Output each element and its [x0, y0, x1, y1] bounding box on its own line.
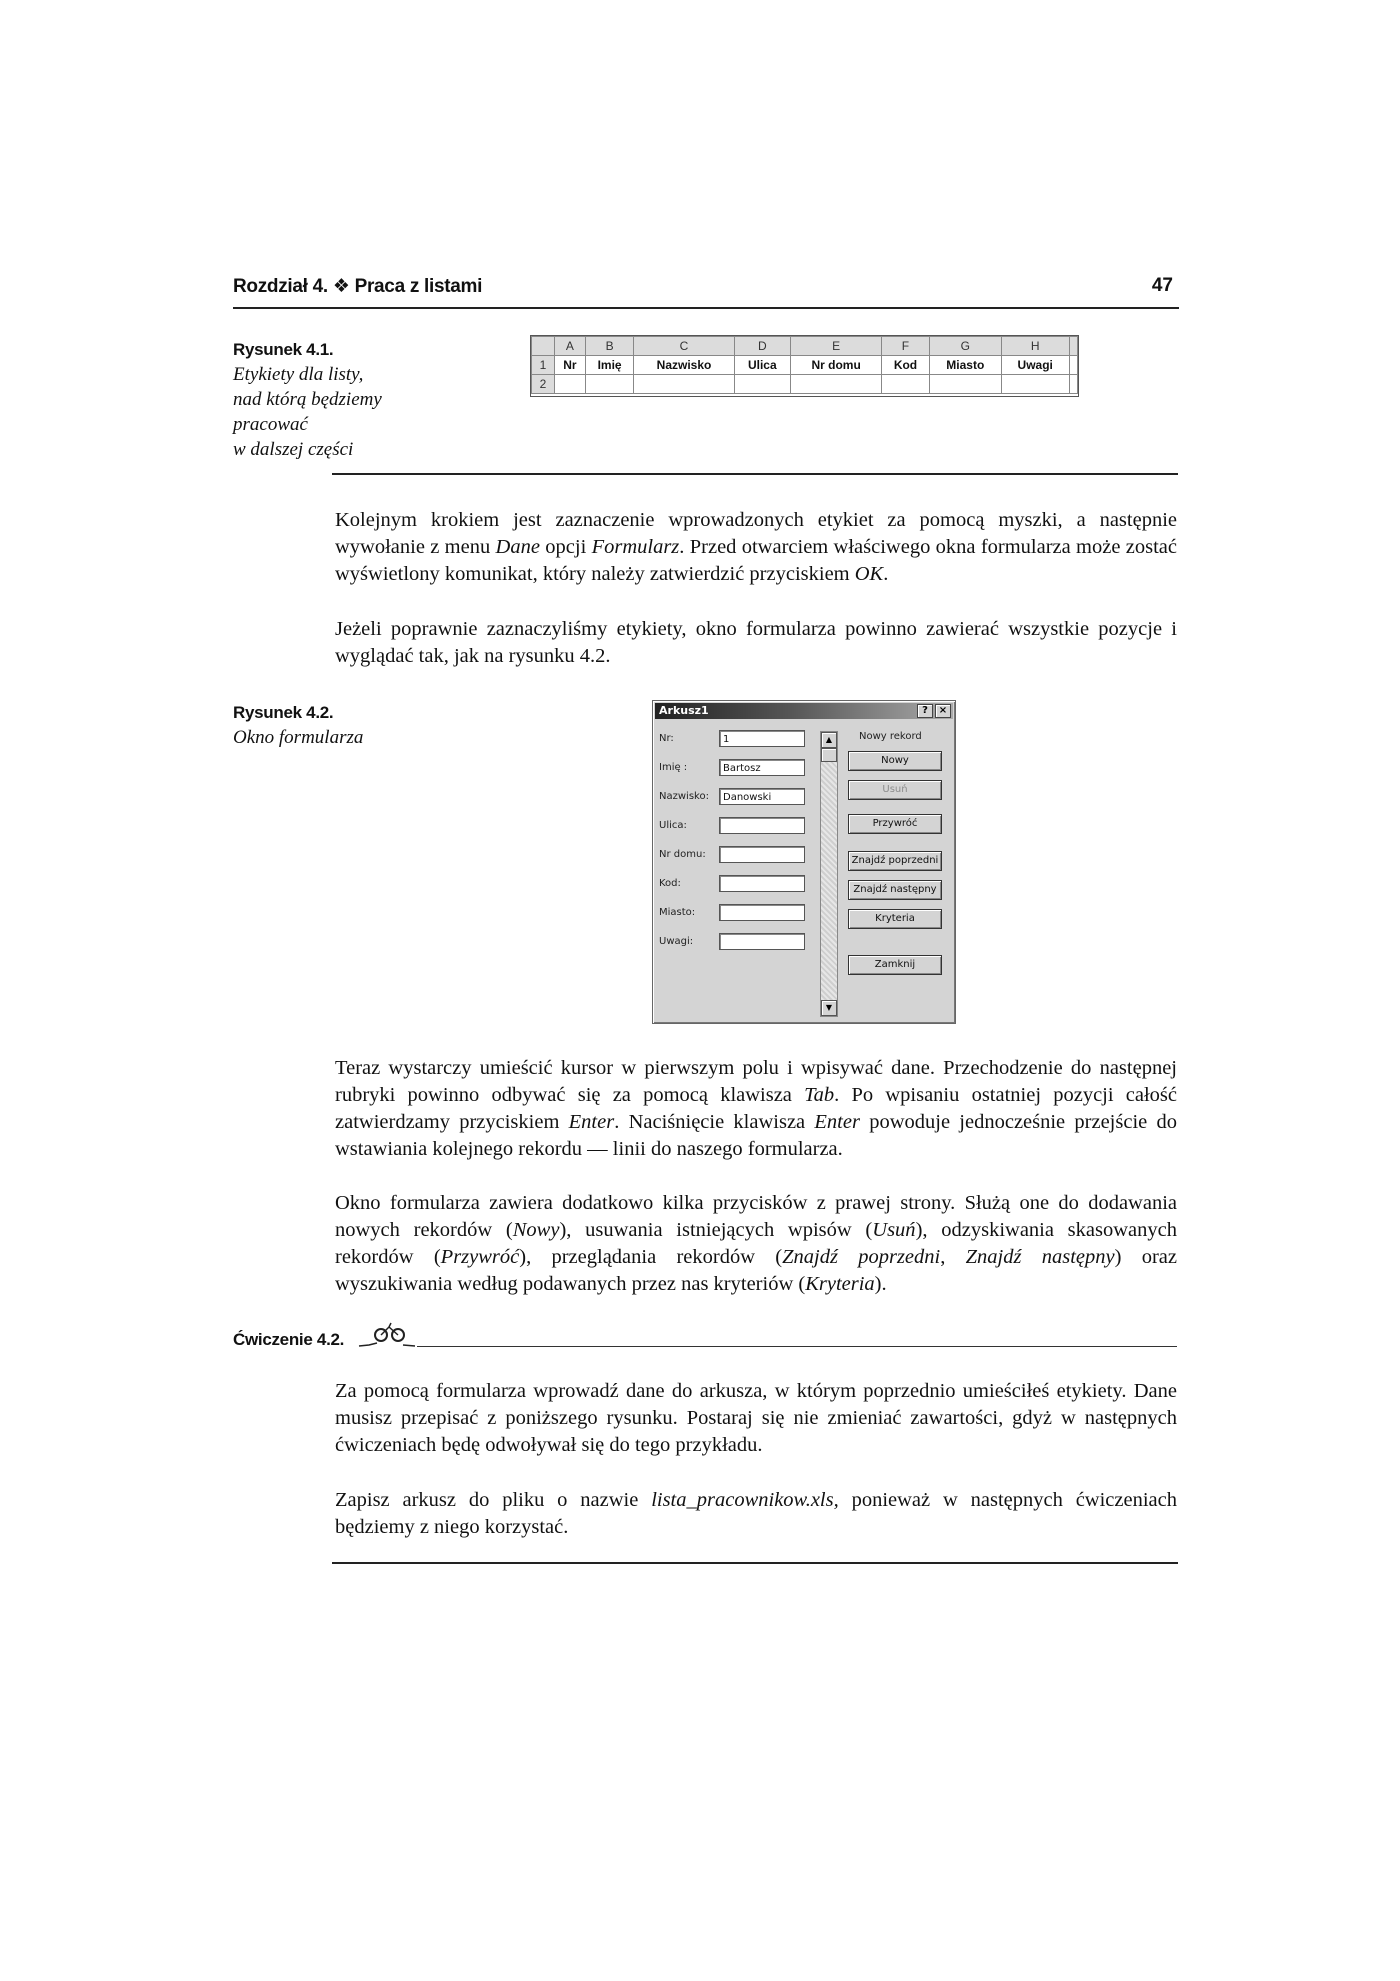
first-name-field[interactable]: Bartosz: [719, 759, 805, 776]
empty-cell: [929, 375, 1001, 394]
spreadsheet-grid: [531, 336, 1078, 394]
empty-cell: [1069, 356, 1077, 375]
label-cell: Nazwisko: [634, 356, 734, 375]
column-header: H: [1001, 337, 1069, 356]
sheet-row: [532, 356, 1078, 375]
column-header: E: [791, 337, 882, 356]
field-label: Kod:: [659, 878, 681, 889]
close-button[interactable]: Zamknij: [848, 955, 942, 975]
sheet-row: [532, 375, 1078, 394]
text-run: opcji: [539, 536, 592, 558]
empty-cell: [585, 375, 634, 394]
last-name-field[interactable]: Danowski: [719, 788, 805, 805]
text-run: Okno formularza zawiera dodatkowo kilka przycisków z prawej strony. Służą one do dodawania nowych rekordów (: [335, 1192, 1177, 1241]
button-name: Kryteria: [805, 1273, 875, 1295]
column-header: C: [634, 337, 734, 356]
new-button[interactable]: Nowy: [848, 751, 942, 771]
text-run: Teraz wystarczy umieścić kursor w pierwszym polu i wpisywać dane. Przechodzenie do następnej rubryki powinno odbywać się za pomocą klawisza: [335, 1057, 1177, 1106]
figure-2-label: Rysunek 4.2.: [233, 703, 334, 722]
find-previous-button[interactable]: Znajdź poprzedni: [848, 851, 942, 871]
figure-1-caption: [233, 337, 382, 462]
field-label: Nr:: [659, 733, 674, 744]
key-name: Enter: [814, 1111, 860, 1133]
field-label: Miasto:: [659, 907, 696, 918]
menu-name: Dane: [495, 536, 540, 558]
street-field[interactable]: [719, 817, 805, 834]
figure-1-label: Rysunek 4.1.: [233, 340, 334, 359]
house-number-field[interactable]: [719, 846, 805, 863]
corner-cell: [532, 337, 555, 356]
title-bar-buttons: [917, 704, 951, 718]
label-cell: Ulica: [734, 356, 791, 375]
scroll-thumb[interactable]: [821, 748, 837, 762]
notes-field[interactable]: [719, 933, 805, 950]
field-label: Nr domu:: [659, 849, 706, 860]
text-run: powoduje jednocześnie przejście do wstawiania kolejnego rekordu — linii do naszego formularza.: [335, 1111, 1177, 1160]
scroll-up-icon[interactable]: ▲: [821, 732, 837, 748]
exercise-label: Ćwiczenie 4.2.: [233, 1330, 345, 1349]
city-field[interactable]: [719, 904, 805, 921]
record-scrollbar[interactable]: [820, 731, 838, 1017]
button-name: Przywróć: [440, 1246, 520, 1268]
figure-2-caption: [233, 700, 363, 750]
column-header-empty: [1069, 337, 1077, 356]
figure-rule: [332, 473, 1178, 475]
empty-cell: [555, 375, 586, 394]
empty-cell: [734, 375, 791, 394]
figure-2-caption-text: Okno formularza: [233, 727, 364, 748]
bicycle-icon: [357, 1321, 417, 1349]
text-run: ).: [874, 1273, 887, 1295]
column-header: B: [585, 337, 634, 356]
page-number: 47: [1151, 275, 1173, 296]
field-label: Imię :: [659, 762, 688, 773]
label-cell: Nr: [555, 356, 586, 375]
delete-button[interactable]: Usuń: [848, 780, 942, 800]
empty-cell: [1001, 375, 1069, 394]
empty-cell: [791, 375, 882, 394]
dialog-title-bar: [655, 703, 953, 719]
column-header: F: [882, 337, 930, 356]
button-name: Znajdź poprzedni: [782, 1246, 941, 1268]
text-run: . Naciśnięcie klawisza: [614, 1111, 815, 1133]
close-icon[interactable]: ×: [935, 704, 951, 718]
row-number: 2: [532, 375, 555, 394]
paragraph: [335, 507, 1177, 588]
button-name: Usuń: [872, 1219, 916, 1241]
button-name: OK: [854, 563, 884, 585]
text-run: ), odzyskiwania skasowanych rekordów (: [335, 1219, 1177, 1268]
paragraph: [335, 1190, 1177, 1298]
exercise-end-rule: [332, 1562, 1178, 1564]
column-header: A: [555, 337, 586, 356]
find-next-button[interactable]: Znajdź następny: [848, 880, 942, 900]
label-cell: Imię: [585, 356, 634, 375]
paragraph: Za pomocą formularza wprowadź dane do arkusza, w którym poprzednio umieściłeś etykiety. Dane musisz przepisać z poniższego rysunku. Postaraj się nie zmieniać zawartości, gdyż w następnych ćwiczeniach będę odwoływał się do tego przykładu.: [335, 1380, 1177, 1456]
chapter-title: Rozdział 4. ❖ Praca z listami: [233, 276, 483, 297]
nr-field[interactable]: 1: [719, 730, 805, 747]
empty-cell: [1069, 375, 1077, 394]
column-header: D: [734, 337, 791, 356]
text-run: ) oraz wyszukiwania według podawanych przez nas kryteriów (: [335, 1246, 1178, 1295]
text-run: . Przed otwarciem właściwego okna formularza może zostać wyświetlony komunikat, który należy zatwierdzić przyciskiem: [335, 536, 1177, 585]
row-number: 1: [532, 356, 555, 375]
criteria-button[interactable]: Kryteria: [848, 909, 942, 929]
label-cell: Kod: [882, 356, 930, 375]
key-name: Tab: [804, 1084, 835, 1106]
restore-button[interactable]: Przywróć: [848, 814, 942, 834]
scroll-down-icon[interactable]: ▼: [821, 1000, 837, 1016]
spreadsheet-figure: [530, 335, 1079, 397]
field-label: Uwagi:: [659, 936, 694, 947]
help-button[interactable]: ?: [917, 704, 933, 718]
label-cell: Nr domu: [791, 356, 882, 375]
label-cell: Miasto: [929, 356, 1001, 375]
empty-cell: [634, 375, 734, 394]
field-label: Ulica:: [659, 820, 687, 831]
button-name: Znajdź następny: [965, 1246, 1115, 1268]
field-label: Nazwisko:: [659, 791, 709, 802]
text-run: .: [883, 563, 889, 585]
form-dialog: [652, 700, 956, 1024]
empty-cell: [882, 375, 930, 394]
text-run: ponieważ w następnych ćwiczeniach będziemy z niego korzystać.: [335, 1489, 1177, 1538]
file-name: lista_pracownikow.xls,: [651, 1489, 839, 1511]
dialog-title: Arkusz1: [659, 704, 709, 717]
figure-1-caption-line: pracować: [233, 414, 308, 435]
button-name: Nowy: [512, 1219, 560, 1241]
postal-code-field[interactable]: [719, 875, 805, 892]
paragraph: [335, 1487, 1177, 1541]
text-run: Kolejnym krokiem jest zaznaczenie wprowadzonych etykiet za pomocą myszki, a następnie wywołanie z menu: [335, 509, 1177, 558]
text-run: ,: [940, 1246, 966, 1268]
label-cell: Uwagi: [1001, 356, 1069, 375]
key-name: Enter: [568, 1111, 615, 1133]
figure-1-caption-line: Etykiety dla listy,: [233, 364, 364, 385]
running-header: [233, 275, 1179, 309]
option-name: Formularz: [591, 536, 680, 558]
text-run: ), przeglądania rekordów (: [519, 1246, 783, 1268]
text-run: Zapisz arkusz do pliku o nazwie: [335, 1489, 652, 1511]
paragraph: Jeżeli poprawnie zaznaczyliśmy etykiety, okno formularza powinno zawierać wszystkie pozycje i wyglądać tak, jak na rysunku 4.2.: [335, 618, 1177, 667]
record-status: Nowy rekord: [859, 731, 922, 742]
text-run: . Po wpisaniu ostatniej pozycji całość zatwierdzamy przyciskiem: [335, 1084, 1177, 1133]
column-header-row: [532, 337, 1078, 356]
exercise-rule: [417, 1346, 1177, 1347]
text-run: ), usuwania istniejących wpisów (: [559, 1219, 873, 1241]
figure-1-caption-line: nad którą będziemy: [233, 389, 382, 410]
paragraph: [335, 1055, 1177, 1163]
figure-1-caption-line: w dalszej części: [233, 439, 354, 460]
column-header: G: [929, 337, 1001, 356]
